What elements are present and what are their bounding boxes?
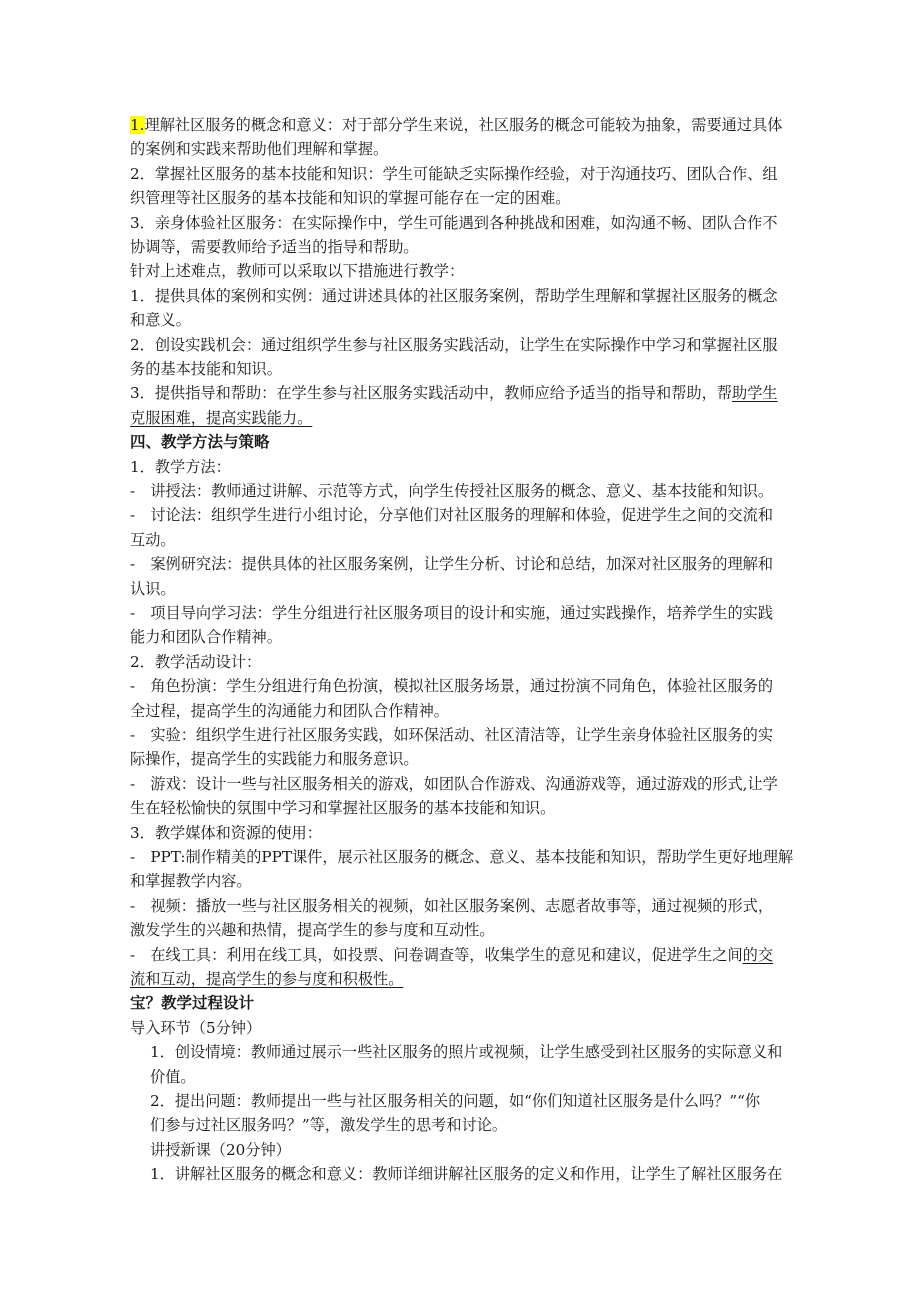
- text-run: 激发学生的兴趣和热情，提高学生的参与度和互动性。: [130, 921, 495, 940]
- text-run: 1．创设情境：教师通过展示一些社区服务的照片或视频，让学生感受到社区服务的实际意义和: [150, 1043, 783, 1062]
- text-line: [130, 871, 252, 891]
- text-run: - 讨论法：组织学生进行小组讨论，分享他们对社区服务的理解和体验，促进学生之间的交流和: [130, 506, 774, 525]
- text-run: 3．亲身体验社区服务：在实际操作中，学生可能遇到各种挑战和困难，如沟通不畅、团队合作不: [130, 213, 778, 232]
- text-line: [130, 749, 419, 769]
- text-line: [130, 359, 282, 379]
- text-line: [130, 823, 322, 843]
- text-run: 2．掌握社区服务的基本技能和知识：学生可能缺乏实际操作经验，对于沟通技巧、团队合作、组: [130, 164, 778, 183]
- text-run: 织管理等社区服务的基本技能和知识的掌握可能存在一定的困难。: [130, 189, 571, 208]
- text-run: 全过程，提高学生的沟通能力和团队合作精神。: [130, 701, 449, 720]
- text-line: [130, 505, 773, 525]
- text-line: [130, 554, 773, 574]
- text-line: [130, 213, 778, 233]
- text-line: [130, 115, 782, 135]
- text-line: [130, 652, 261, 672]
- text-run: - 讲授法：教师通过讲解、示范等方式，向学生传授社区服务的概念、意义、基本技能和知识。: [130, 482, 774, 500]
- highlighted-text: 1.: [130, 116, 145, 134]
- text-line: [130, 847, 793, 867]
- underlined-text: 流和互动，提高学生的参与度和积极性。: [130, 970, 404, 988]
- text-run: 2．创设实践机会：通过组织学生参与社区服务实践活动，让学生在实际操作中学习和掌握社区服: [130, 335, 778, 354]
- text-line: [150, 1067, 196, 1087]
- text-line: [130, 798, 555, 818]
- text-run: 讲授新课（20分钟）: [150, 1140, 291, 1159]
- text-line: [130, 237, 419, 257]
- text-line: [130, 188, 570, 208]
- text-run: 3．教学媒体和资源的使用：: [130, 823, 322, 842]
- text-run: 能力和团队合作精神。: [130, 628, 282, 647]
- text-line: [130, 603, 773, 623]
- text-line: [130, 286, 778, 306]
- text-run: - 在线工具：利用在线工具，如投票、问卷调查等，收集学生的意见和建议，促进学生之间: [130, 945, 743, 964]
- text-line: [130, 725, 773, 745]
- text-line: [130, 896, 773, 916]
- text-run: 和掌握教学内容。: [130, 872, 252, 891]
- text-line: [150, 1115, 507, 1135]
- text-line: [130, 1018, 261, 1038]
- text-line: [130, 945, 773, 965]
- underlined-text: 的交: [742, 945, 774, 964]
- text-line: [130, 627, 282, 647]
- text-line: [130, 335, 778, 355]
- text-line: [130, 676, 773, 696]
- text-run: - 视频：播放一些与社区服务相关的视频，如社区服务案例、志愿者故事等，通过视频的形式，: [130, 896, 774, 915]
- text-line: [130, 261, 464, 281]
- text-line: [130, 164, 778, 184]
- text-line: [130, 530, 176, 550]
- text-run: 理解社区服务的概念和意义：对于部分学生来说，社区服务的概念可能较为抽象，需要通过具体: [144, 116, 783, 134]
- text-line: [130, 969, 403, 989]
- text-run: 价值。: [150, 1067, 196, 1086]
- text-run: 际操作，提高学生的实践能力和服务意识。: [130, 750, 419, 769]
- text-line: [130, 457, 231, 477]
- text-run: 互动。: [130, 530, 176, 549]
- text-run: 3．提供指导和帮助：在学生参与社区服务实践活动中，教师应给予适当的指导和帮助，帮: [130, 384, 732, 403]
- text-run: 针对上述难点，教师可以采取以下措施进行教学：: [130, 262, 465, 281]
- text-line: [150, 1091, 760, 1111]
- text-run: 四、教学方法与策略: [130, 433, 270, 452]
- text-line: [130, 310, 191, 330]
- text-run: 和意义。: [130, 311, 191, 330]
- text-run: 的案例和实践来帮助他们理解和掌握。: [130, 140, 389, 159]
- text-run: 1．讲解社区服务的概念和意义：教师详细讲解社区服务的定义和作用，让学生了解社区服务在: [150, 1165, 783, 1184]
- text-run: 2．教学活动设计：: [130, 652, 262, 671]
- text-run: - 案例研究法：提供具体的社区服务案例，让学生分析、讨论和总结，加深对社区服务的理解和: [130, 555, 774, 574]
- text-run: 协调等，需要教师给予适当的指导和帮助。: [130, 238, 419, 256]
- text-run: - PPT:制作精美的PPT课件，展示社区服务的概念、意义、基本技能和知识，帮助学生更好地理解: [130, 848, 794, 866]
- text-run: 生在轻松愉快的氛围中学习和掌握社区服务的基本技能和知识。: [130, 799, 556, 818]
- text-line: [130, 701, 449, 721]
- text-line: [130, 774, 778, 794]
- text-line: [130, 408, 312, 428]
- text-line: [130, 920, 495, 940]
- text-line: [150, 1164, 782, 1184]
- text-line: [130, 139, 388, 159]
- text-run: - 项目导向学习法：学生分组进行社区服务项目的设计和实施，通过实践操作，培养学生的实践: [130, 604, 774, 622]
- text-run: 认识。: [130, 579, 176, 598]
- text-run: 2．提出问题：教师提出一些与社区服务相关的问题，如“你们知道社区服务是什么吗？”“你: [150, 1092, 761, 1110]
- text-run: 导入环节（5分钟）: [130, 1018, 262, 1037]
- section-heading: [130, 993, 254, 1013]
- text-line: [130, 481, 773, 501]
- text-run: 务的基本技能和知识。: [130, 360, 282, 378]
- text-line: [130, 579, 176, 599]
- section-heading: [130, 432, 270, 452]
- text-run: - 实验：组织学生进行社区服务实践，如环保活动、社区清洁等，让学生亲身体验社区服务的实: [130, 726, 774, 744]
- text-run: - 角色扮演：学生分组进行角色扮演，模拟社区服务场景，通过扮演不同角色，体验社区服务的: [130, 677, 774, 696]
- underlined-text: 助学生: [731, 384, 778, 403]
- text-line: [150, 1140, 291, 1160]
- text-line: [130, 383, 778, 403]
- text-run: 们参与过社区服务吗？”等，激发学生的思考和讨论。: [150, 1116, 508, 1135]
- text-run: 1．教学方法：: [130, 457, 231, 476]
- underlined-text: 克服困难，提高实践能力。: [130, 408, 313, 427]
- text-run: 1．提供具体的案例和实例：通过讲述具体的社区服务案例，帮助学生理解和掌握社区服务的概念: [130, 286, 778, 305]
- text-run: - 游戏：设计一些与社区服务相关的游戏，如团队合作游戏、沟通游戏等，通过游戏的形式,让学: [130, 774, 778, 793]
- text-run: 宝？教学过程设计: [130, 994, 255, 1013]
- text-line: [150, 1042, 782, 1062]
